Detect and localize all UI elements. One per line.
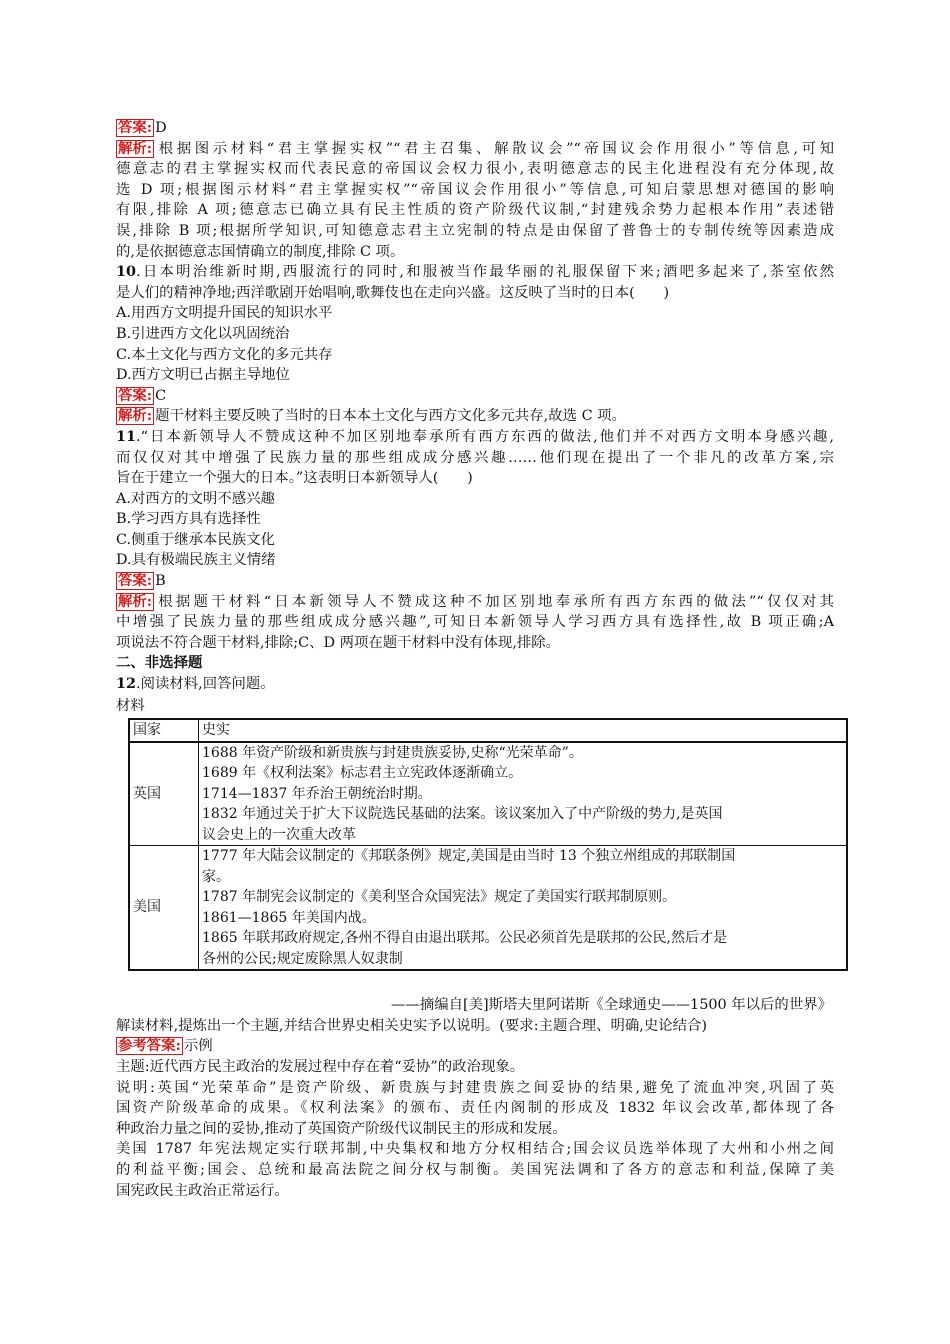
analysis-line: 解析: 根据题干材料“日本新领导人不赞成这种不加区别地奉承所有西方东西的做法”“仅仅对其 bbox=[118, 592, 834, 610]
table-row bbox=[129, 742, 847, 846]
analysis-line: 的,是依据德意志国情确立的制度,排除 C 项。 bbox=[116, 243, 405, 260]
question-12 bbox=[116, 674, 834, 1201]
question-stem: 是人们的精神净地;西洋歌剧开始唱响,歌舞伎也在走向兴盛。这反映了当时的日本( ) bbox=[116, 284, 670, 301]
analysis-line: 德意志的君主掌握实权而代表民意的帝国议会权力很小,表明德意志的民主化进程没有充分体现,故 bbox=[116, 161, 834, 178]
question-stem: 11.“日本新领导人不赞成这种不加区别地奉承所有西方东西的做法,他们并不对西方文明本身感兴趣, bbox=[116, 427, 834, 445]
explanation-line: 说明:英国“光荣革命”是资产阶级、新贵族与封建贵族之间妥协的结果,避免了流血冲突,巩固了英 bbox=[116, 1079, 834, 1096]
explanation-line: 美国 1787 年宪法规定实行联邦制,中央集权和地方分权相结合;国会议员选举体现了大州和小州之间 bbox=[116, 1141, 834, 1158]
material-source: ——摘编自[美]斯塔夫里阿诺斯《全球通史——1500 年以后的世界》 bbox=[391, 997, 832, 1014]
question-stem: 而仅仅对其中增强了民族力量的那些组成成分感兴趣……他们现在提出了一个非凡的改革方案,宗 bbox=[116, 449, 834, 466]
question-stem: 旨在于建立一个强大的日本。”这表明日本新领导人( ) bbox=[116, 470, 473, 487]
fact-line: 1689 年《权利法案》标志君主立宪政体逐渐确立。 bbox=[202, 765, 523, 782]
option-b: B.学习西方具有选择性 bbox=[116, 511, 261, 528]
question-number: 10 bbox=[116, 263, 137, 281]
question-number: 12 bbox=[116, 675, 137, 693]
fact-line: 1861—1865 年美国内战。 bbox=[202, 909, 376, 926]
analysis-tag: 解析: bbox=[118, 407, 153, 425]
reference-answer-tag: 参考答案: bbox=[118, 1037, 181, 1055]
q10-analysis-line: 解析: 题干材料主要反映了当时的日本本土文化与西方文化多元共存,故选 C 项。 bbox=[118, 407, 626, 425]
answer-value: B bbox=[155, 573, 166, 590]
analysis-tag: 解析: bbox=[118, 139, 153, 157]
analysis-tag: 解析: bbox=[118, 592, 153, 610]
question-stem: 12.阅读材料,回答问题。 bbox=[116, 675, 275, 693]
explanation-line: 种政治力量之间的妥协,推动了英国资产阶级代议制民主的形成和发展。 bbox=[116, 1120, 567, 1137]
q9-analysis bbox=[116, 139, 834, 263]
option-c: C.本土文化与西方文化的多元共存 bbox=[116, 346, 333, 363]
analysis-line: 解析: 根据图示材料“君主掌握实权”“君主召集、解散议会”“帝国议会作用很小”等信息,可知 bbox=[118, 139, 834, 157]
analysis-line: 中增强了民族力量的那些组成成分感兴趣”,可知日本新领导人学习西方具有选择性,故 B 项正确;A bbox=[116, 614, 834, 631]
analysis-line: 项说法不符合题干材料,排除;C、D 两项在题干材料中没有体现,排除。 bbox=[116, 634, 561, 651]
answer-value: C bbox=[155, 387, 167, 404]
fact-line: 1832 年通过关于扩大下议院选民基础的法案。该议案加入了中产阶级的势力,是英国 bbox=[202, 806, 723, 823]
header-country: 国家 bbox=[129, 719, 199, 742]
history-table bbox=[128, 718, 848, 971]
explanation-line: 国宪政民主政治正常运行。 bbox=[116, 1182, 289, 1199]
question-number: 11 bbox=[116, 427, 137, 445]
answer-value: D bbox=[155, 120, 167, 136]
fact-line: 1688 年资产阶级和新贵族与封建贵族妥协,史称“光荣革命”。 bbox=[202, 744, 583, 761]
fact-line: 家。 bbox=[202, 868, 230, 885]
explanation-line: 国资产阶级革命的成果。《权利法案》的颁布、责任内阁制的形成及 1832 年议会改革,都体现了各 bbox=[116, 1100, 834, 1117]
option-d: D.具有极端民族主义情绪 bbox=[116, 552, 276, 569]
option-b: B.引进西方文化以巩固统治 bbox=[116, 325, 290, 342]
q11-answer-line bbox=[116, 571, 834, 592]
analysis-line: 有限,排除 A 项;德意志已确立具有民主性质的资产阶级代议制,“封建残余势力起根本作用”表述错 bbox=[116, 202, 834, 219]
fact-line: 1777 年大陆会议制定的《邦联条例》规定,美国是由当时 13 个独立州组成的邦联制国 bbox=[202, 848, 736, 865]
answer-tag: 答案: bbox=[118, 572, 153, 590]
option-d: D.西方文明已占据主导地位 bbox=[116, 367, 290, 384]
country-cell: 美国 bbox=[129, 846, 199, 971]
q9-answer-line bbox=[116, 118, 834, 139]
facts-cell bbox=[199, 742, 848, 846]
question-prompt: 解读材料,提炼出一个主题,并结合世界史相关史实予以说明。(要求:主题合理、明确,史论结合) bbox=[116, 1017, 708, 1034]
fact-line: 议会史上的一次重大改革 bbox=[202, 826, 356, 843]
q10-answer-line bbox=[116, 386, 834, 407]
option-a: A.用西方文明提升国民的知识水平 bbox=[116, 305, 333, 322]
answer-tag: 答案: bbox=[118, 386, 153, 404]
facts-cell bbox=[199, 846, 848, 971]
document-page bbox=[116, 118, 834, 1201]
fact-line: 1865 年联邦政府规定,各州不得自由退出联邦。公民必须首先是联邦的公民,然后才是 bbox=[202, 930, 727, 947]
question-stem: 10.日本明治维新时期,西服流行的同时,和服被当作最华丽的礼服保留下来;酒吧多起来了,茶室依然 bbox=[116, 263, 834, 281]
fact-line: 各州的公民;规定废除黑人奴隶制 bbox=[202, 950, 403, 967]
analysis-line: 选 D 项;根据图示材料“君主掌握实权”“帝国议会作用很小”等信息,可知启蒙思想对德国的影响 bbox=[116, 181, 834, 198]
fact-line: 1714—1837 年乔治王朝统治时期。 bbox=[202, 785, 432, 802]
header-facts: 史实 bbox=[199, 719, 848, 742]
country-cell: 英国 bbox=[129, 742, 199, 846]
table-header-row bbox=[129, 719, 847, 742]
answer-theme: 主题:近代西方民主政治的发展过程中存在着“妥协”的政治现象。 bbox=[116, 1059, 525, 1075]
table-row bbox=[129, 846, 847, 971]
option-a: A.对西方的文明不感兴趣 bbox=[116, 490, 275, 507]
question-11 bbox=[116, 427, 834, 654]
explanation-line: 的利益平衡;国会、总统和最高法院之间分权与制衡。美国宪法调和了各方的意志和利益,保障了美 bbox=[116, 1161, 834, 1178]
option-c: C.侧重于继承本民族文化 bbox=[116, 531, 275, 548]
material-label: 材料 bbox=[116, 697, 145, 714]
section-title: 二、非选择题 bbox=[116, 654, 203, 672]
reference-answer-line: 参考答案: 示例 bbox=[118, 1037, 213, 1055]
analysis-line: 误,排除 B 项;根据所学知识,可知德意志君主立宪制的特点是由保留了普鲁士的专制传统等因素造成 bbox=[116, 222, 834, 239]
answer-tag: 答案: bbox=[118, 119, 153, 136]
fact-line: 1787 年制宪会议制定的《美利坚合众国宪法》规定了美国实行联邦制原则。 bbox=[202, 889, 677, 906]
question-10 bbox=[116, 262, 834, 427]
